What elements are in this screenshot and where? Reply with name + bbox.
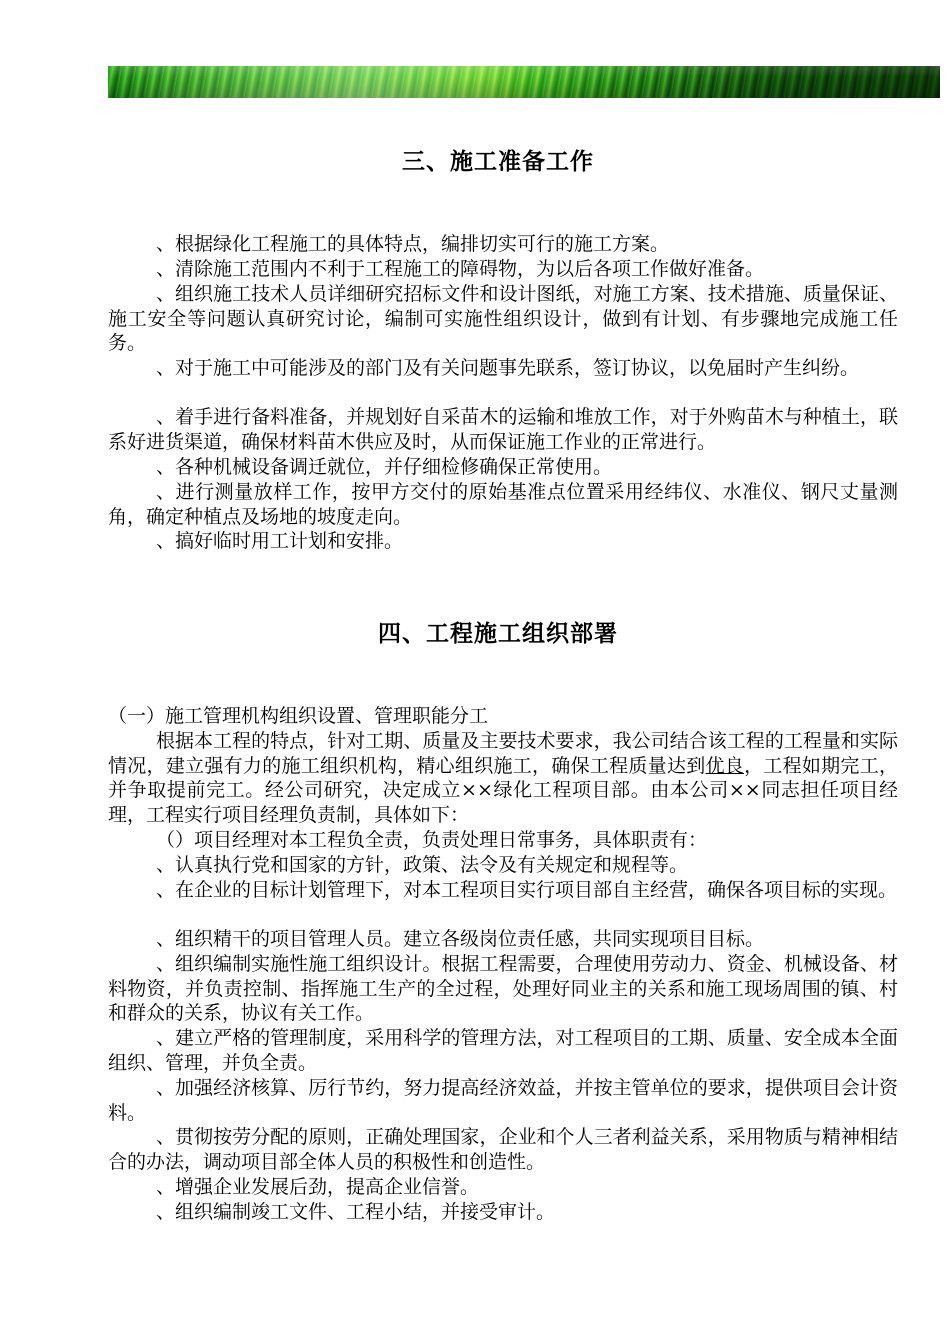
- prep-item-4: 、对于施工中可能涉及的部门及有关问题事先联系，签订协议，以免届时产生纠纷。: [156, 357, 860, 379]
- intro-text-part2: ，工程如期完工，并争取提前完工。经公司研究，决定成立××绿化工程项目部。由本公司××同志担任项目经理，工程实行项目经理负责制，具体如下：: [108, 754, 898, 826]
- header-banner-image: [108, 66, 940, 98]
- prep-item-5: 、着手进行备料准备，并规划好自采苗木的运输和堆放工作，对于外购苗木与种植土，联系好进货渠道，确保材料苗木供应及时，从而保证施工作业的正常进行。: [108, 406, 898, 453]
- duty-item-1: 、认真执行党和国家的方针，政策、法令及有关规定和规程等。: [156, 854, 689, 876]
- prep-item-6: 、各种机械设备调迁就位，并仔细检修确保正常使用。: [156, 456, 613, 478]
- prep-item-1: 、根据绿化工程施工的具体特点，编排切实可行的施工方案。: [156, 233, 670, 255]
- duty-item-6: 、加强经济核算、厉行节约，努力提高经济效益，并按主管单位的要求，提供项目会计资料。: [108, 1077, 898, 1124]
- section-3-heading: 三、施工准备工作: [402, 148, 594, 175]
- duty-item-8: 、增强企业发展后劲，提高企业信誉。: [156, 1176, 480, 1198]
- duty-item-2: 、在企业的目标计划管理下，对本工程项目实行项目部自主经营，确保各项目标的实现。: [156, 879, 898, 901]
- prep-item-8: 、搞好临时用工计划和安排。: [156, 530, 404, 552]
- prep-item-3: 、组织施工技术人员详细研究招标文件和设计图纸，对施工方案、技术措施、质量保证、施工安全等问题认真研究讨论，编制可实施性组织设计，做到有计划、有步骤地完成施工任务。: [108, 283, 898, 355]
- duty-item-7: 、贯彻按劳分配的原则，正确处理国家，企业和个人三者利益关系，采用物质与精神相结合的办法，调动项目部全体人员的积极性和创造性。: [108, 1126, 898, 1173]
- duty-item-9: 、组织编制竣工文件、工程小结，并接受审计。: [156, 1201, 556, 1223]
- duty-item-3: 、组织精干的项目管理人员。建立各级岗位责任感，共同实现项目目标。: [156, 928, 765, 950]
- section-4-heading: 四、工程施工组织部署: [378, 620, 618, 647]
- prep-item-2: 、清除施工范围内不利于工程施工的障碍物，为以后各项工作做好准备。: [156, 258, 765, 280]
- intro-paragraph: [108, 729, 898, 827]
- intro-text-part1: 根据本工程的特点，针对工期、质量及主要技术要求，我公司结合该工程的工程量和实际情况，建立强有力的施工组织机构，精心组织施工，确保工程质量达到: [108, 730, 898, 777]
- prep-item-7: 、进行测量放样工作，按甲方交付的原始基准点位置采用经纬仪、水准仪、钢尺丈量测角，确定种植点及场地的坡度走向。: [108, 481, 898, 528]
- duty-item-4: 、组织编制实施性施工组织设计。根据工程需要，合理使用劳动力、资金、机械设备、材料物资，并负责控制、指挥施工生产的全过程，处理好同业主的关系和施工现场周围的镇、村和群众的关系，协议有关工作。: [108, 953, 898, 1025]
- project-manager-line: （）项目经理对本工程负全责，负责处理日常事务，具体职责有：: [156, 829, 708, 851]
- intro-underlined-word: 优良: [705, 754, 745, 777]
- duty-item-5: 、建立严格的管理制度，采用科学的管理方法，对工程项目的工期、质量、安全成本全面组织、管理，并负全责。: [108, 1027, 898, 1074]
- subsection-heading: （一）施工管理机构组织设置、管理职能分工: [108, 705, 489, 727]
